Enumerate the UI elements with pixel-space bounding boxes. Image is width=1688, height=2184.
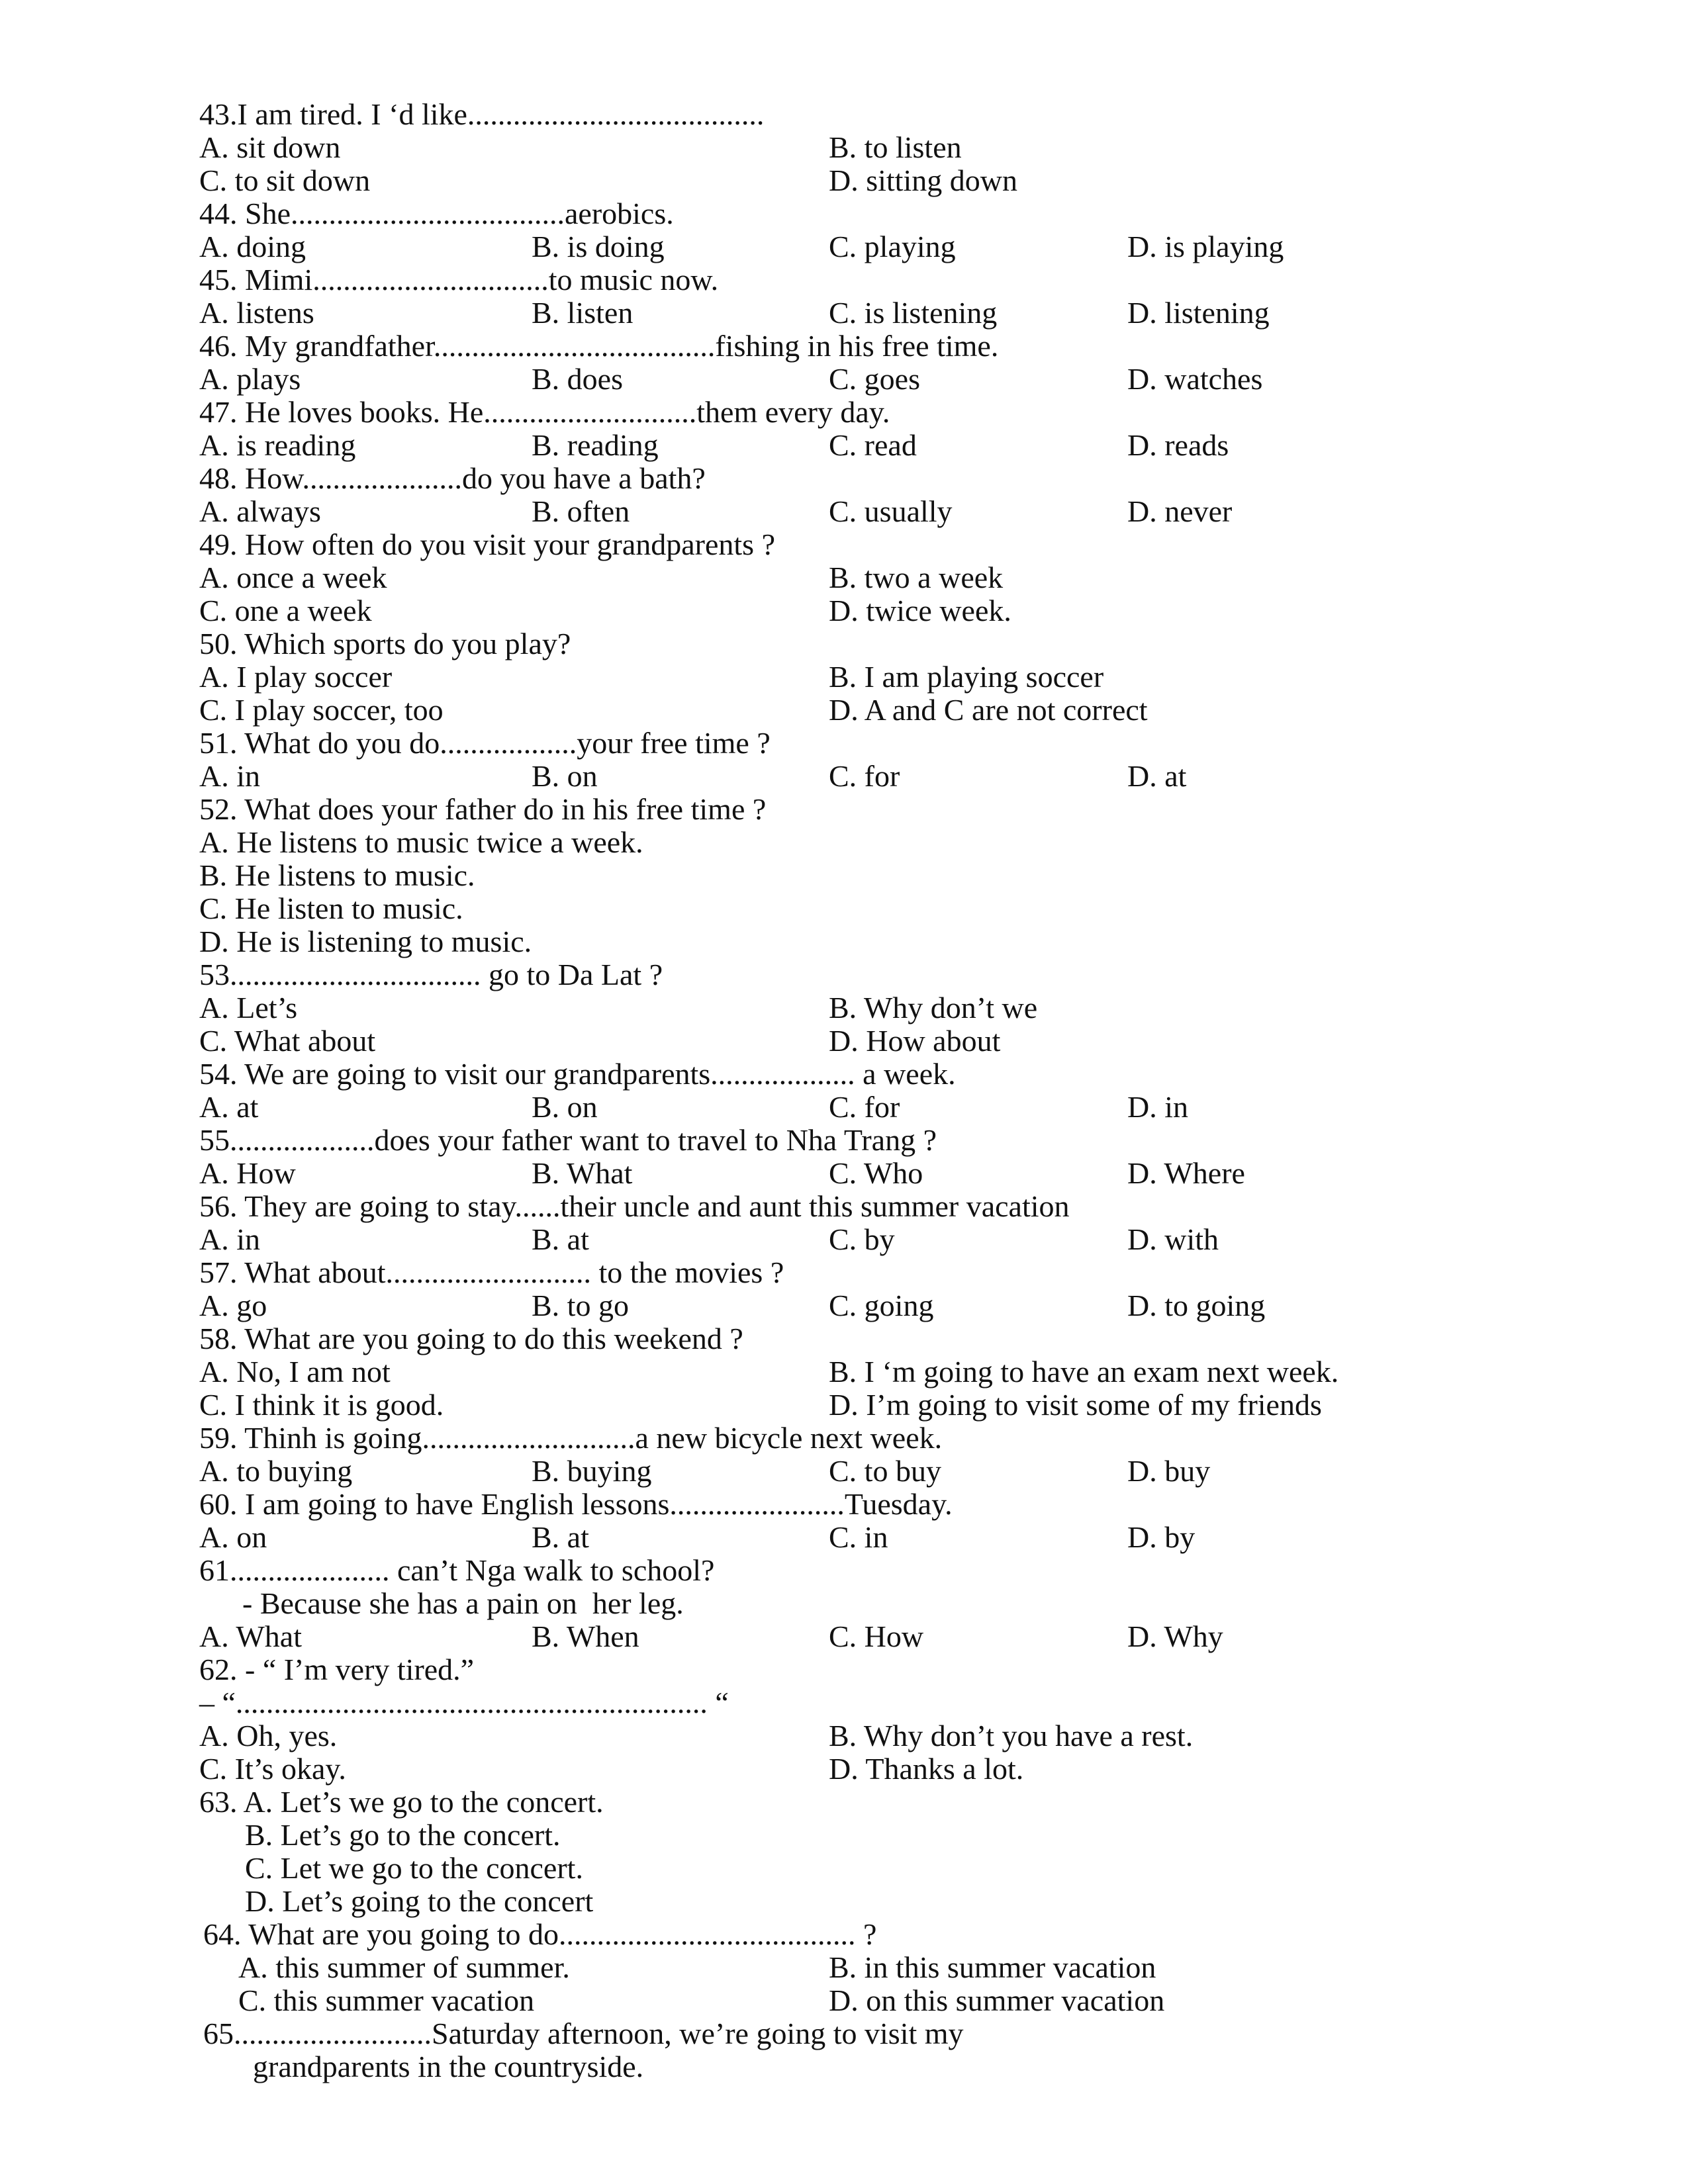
option-57-c: C. going (829, 1289, 934, 1322)
option-51-a: A. in (199, 759, 260, 793)
option-51-b: B. on (532, 759, 598, 793)
option-50-b: B. I am playing soccer (829, 660, 1104, 694)
option-50-a: A. I play soccer (199, 660, 393, 694)
question-64: 64. What are you going to do....................................... ? (203, 1917, 877, 1951)
question-62: 62. - “ I’m very tired.” (199, 1653, 475, 1686)
option-60-a: A. on (199, 1520, 267, 1554)
question-43: 43.I am tired. I ‘d like....................................... (199, 97, 765, 131)
option-54-a: A. at (199, 1090, 259, 1124)
option-57-b: B. to go (532, 1289, 629, 1322)
option-64-a: A. this summer of summer. (238, 1950, 570, 1984)
question-57: 57. What about........................... to the movies ? (199, 1255, 784, 1289)
option-57-a: A. go (199, 1289, 267, 1322)
option-64-d: D. on this summer vacation (829, 1983, 1165, 2017)
option-51-c: C. for (829, 759, 900, 793)
option-55-a: A. How (199, 1156, 296, 1190)
option-55-c: C. Who (829, 1156, 923, 1190)
option-58-b: B. I ‘m going to have an exam next week. (829, 1355, 1339, 1388)
option-45-a: A. listens (199, 296, 314, 330)
option-56-a: A. in (199, 1222, 260, 1256)
option-49-c: C. one a week (199, 594, 372, 627)
option-47-b: B. reading (532, 428, 659, 462)
option-55-d: D. Where (1127, 1156, 1245, 1190)
option-63-c: C. Let we go to the concert. (245, 1851, 583, 1885)
option-45-c: C. is listening (829, 296, 998, 330)
option-54-b: B. on (532, 1090, 598, 1124)
option-61-d: D. Why (1127, 1619, 1223, 1653)
option-53-d: D. How about (829, 1024, 1001, 1058)
option-47-c: C. read (829, 428, 917, 462)
question-60: 60. I am going to have English lessons.......................Tuesday. (199, 1487, 953, 1521)
option-44-a: A. doing (199, 230, 306, 263)
option-43-d: D. sitting down (829, 163, 1017, 197)
question-49: 49. How often do you visit your grandparents ? (199, 527, 776, 561)
option-50-c: C. I play soccer, too (199, 693, 444, 727)
response-62: – “.............................................................. “ (199, 1686, 729, 1719)
option-48-a: A. always (199, 494, 321, 528)
question-65-continued: grandparents in the countryside. (253, 2050, 644, 2083)
option-43-a: A. sit down (199, 130, 341, 164)
option-60-b: B. at (532, 1520, 589, 1554)
question-55: 55...................does your father want to travel to Nha Trang ? (199, 1123, 937, 1157)
option-49-b: B. two a week (829, 561, 1004, 594)
option-63-a: 63. A. Let’s we go to the concert. (199, 1785, 604, 1819)
question-54: 54. We are going to visit our grandparents................... a week. (199, 1057, 956, 1091)
question-51: 51. What do you do..................your free time ? (199, 726, 771, 760)
option-44-c: C. playing (829, 230, 956, 263)
option-45-b: B. listen (532, 296, 633, 330)
question-45: 45. Mimi...............................to music now. (199, 263, 719, 296)
option-44-b: B. is doing (532, 230, 665, 263)
option-45-d: D. listening (1127, 296, 1270, 330)
question-61: 61..................... can’t Nga walk to school? (199, 1553, 715, 1587)
option-59-b: B. buying (532, 1454, 652, 1488)
option-64-b: B. in this summer vacation (829, 1950, 1156, 1984)
option-58-c: C. I think it is good. (199, 1388, 444, 1422)
option-57-d: D. to going (1127, 1289, 1266, 1322)
option-53-b: B. Why don’t we (829, 991, 1038, 1024)
question-65: 65..........................Saturday afternoon, we’re going to visit my (203, 2017, 964, 2050)
option-59-d: D. buy (1127, 1454, 1211, 1488)
option-59-c: C. to buy (829, 1454, 941, 1488)
response-61: - Because she has a pain on her leg. (242, 1586, 684, 1620)
option-52-a: A. He listens to music twice a week. (199, 825, 643, 859)
question-46: 46. My grandfather.....................................fishing in his free time. (199, 329, 999, 363)
option-49-a: A. once a week (199, 561, 387, 594)
option-53-c: C. What about (199, 1024, 376, 1058)
option-47-d: D. reads (1127, 428, 1229, 462)
question-56: 56. They are going to stay......their uncle and aunt this summer vacation (199, 1189, 1070, 1223)
option-46-a: A. plays (199, 362, 301, 396)
option-54-c: C. for (829, 1090, 900, 1124)
option-52-d: D. He is listening to music. (199, 925, 532, 958)
question-48: 48. How.....................do you have a bath? (199, 461, 706, 495)
option-64-c: C. this summer vacation (238, 1983, 535, 2017)
option-52-b: B. He listens to music. (199, 858, 475, 892)
option-53-a: A. Let’s (199, 991, 298, 1024)
question-59: 59. Thinh is going............................a new bicycle next week. (199, 1421, 943, 1455)
option-46-d: D. watches (1127, 362, 1263, 396)
option-62-a: A. Oh, yes. (199, 1719, 338, 1752)
option-51-d: D. at (1127, 759, 1187, 793)
option-62-d: D. Thanks a lot. (829, 1752, 1024, 1786)
option-63-b: B. Let’s go to the concert. (245, 1818, 561, 1852)
option-60-c: C. in (829, 1520, 888, 1554)
option-61-a: A. What (199, 1619, 303, 1653)
option-58-d: D. I’m going to visit some of my friends (829, 1388, 1322, 1422)
question-52: 52. What does your father do in his free time ? (199, 792, 767, 826)
question-47: 47. He loves books. He............................them every day. (199, 395, 890, 429)
option-62-c: C. It’s okay. (199, 1752, 346, 1786)
option-54-d: D. in (1127, 1090, 1188, 1124)
question-44: 44. She....................................aerobics. (199, 197, 674, 230)
option-48-c: C. usually (829, 494, 953, 528)
question-58: 58. What are you going to do this weekend ? (199, 1322, 743, 1355)
option-43-c: C. to sit down (199, 163, 371, 197)
option-63-d: D. Let’s going to the concert (245, 1884, 594, 1918)
option-52-c: C. He listen to music. (199, 891, 463, 925)
option-56-d: D. with (1127, 1222, 1219, 1256)
option-46-b: B. does (532, 362, 623, 396)
option-61-b: B. When (532, 1619, 639, 1653)
option-43-b: B. to listen (829, 130, 962, 164)
option-49-d: D. twice week. (829, 594, 1011, 627)
option-56-c: C. by (829, 1222, 895, 1256)
question-53: 53................................. go to Da Lat ? (199, 958, 663, 991)
option-48-b: B. often (532, 494, 630, 528)
option-55-b: B. What (532, 1156, 633, 1190)
option-62-b: B. Why don’t you have a rest. (829, 1719, 1194, 1752)
option-50-d: D. A and C are not correct (829, 693, 1148, 727)
option-58-a: A. No, I am not (199, 1355, 391, 1388)
option-60-d: D. by (1127, 1520, 1196, 1554)
option-59-a: A. to buying (199, 1454, 353, 1488)
option-47-a: A. is reading (199, 428, 356, 462)
option-48-d: D. never (1127, 494, 1233, 528)
option-56-b: B. at (532, 1222, 589, 1256)
option-61-c: C. How (829, 1619, 924, 1653)
option-46-c: C. goes (829, 362, 920, 396)
option-44-d: D. is playing (1127, 230, 1284, 263)
question-50: 50. Which sports do you play? (199, 627, 571, 660)
